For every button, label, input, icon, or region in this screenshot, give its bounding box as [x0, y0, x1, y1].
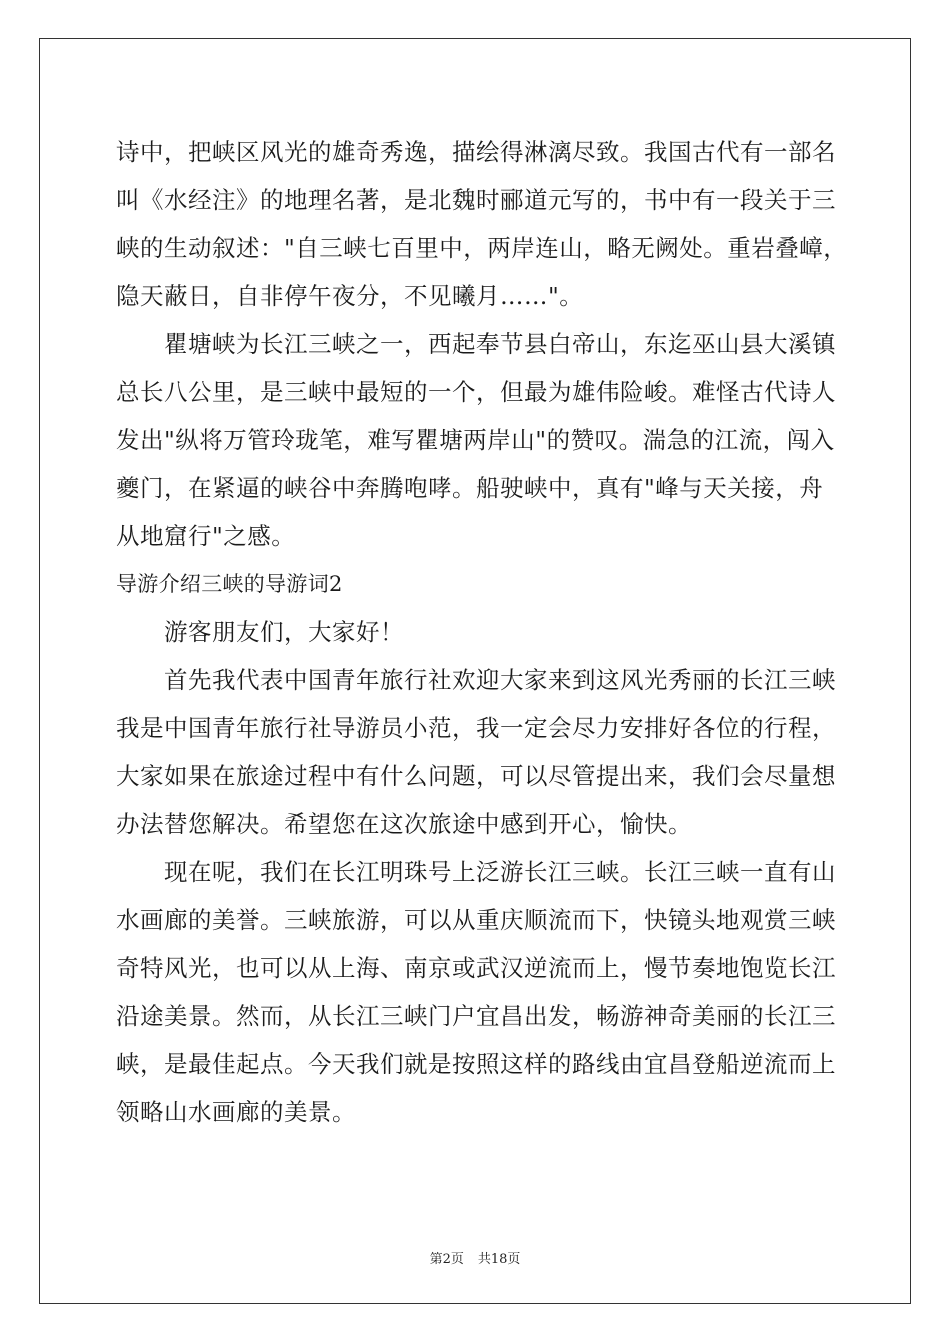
text-line: 首先我代表中国青年旅行社欢迎大家来到这风光秀丽的长江三峡 [164, 666, 836, 694]
text-line: 诗中，把峡区风光的雄奇秀逸，描绘得淋漓尽致。我国古代有一部名 [116, 138, 836, 166]
page-footer [0, 1248, 950, 1267]
paragraph [116, 128, 848, 320]
text-line: 游客朋友们，大家好！ [164, 618, 404, 646]
paragraph [116, 608, 836, 656]
page-number: 第2页 [429, 1252, 464, 1267]
paragraph [116, 320, 836, 560]
text-line: 从地窟行"之感。 [116, 522, 296, 550]
text-line: 瞿塘峡为长江三峡之一，西起奉节县白帝山，东迄巫山县大溪镇 [164, 330, 836, 358]
text-line: 叫《水经注》的地理名著，是北魏时郦道元写的，书中有一段关于三 [116, 186, 836, 214]
paragraph [116, 656, 836, 848]
text-line: 现在呢，我们在长江明珠号上泛游长江三峡。长江三峡一直有山 [164, 858, 836, 886]
heading-text: 导游介绍三峡的导游词2 [116, 572, 343, 596]
text-line: 办法替您解决。希望您在这次旅途中感到开心，愉快。 [116, 810, 692, 838]
text-line: 发出"纵将万管玲珑笔，难写瞿塘两岸山"的赞叹。湍急的江流，闯入 [116, 426, 835, 454]
text-line: 水画廊的美誉。三峡旅游，可以从重庆顺流而下，快镜头地观赏三峡 [116, 906, 836, 934]
document-body [116, 128, 848, 1136]
section-heading [116, 560, 836, 608]
text-line: 沿途美景。然而，从长江三峡门户宜昌出发，畅游神奇美丽的长江三 [116, 1002, 836, 1030]
text-line: 奇特风光，也可以从上海、南京或武汉逆流而上，慢节奏地饱览长江 [116, 954, 836, 982]
text-line: 夔门，在紧逼的峡谷中奔腾咆哮。船驶峡中，真有"峰与天关接，舟 [116, 474, 824, 502]
text-line: 隐天蔽日，自非停午夜分，不见曦月……"。 [116, 282, 584, 310]
text-line: 总长八公里，是三峡中最短的一个，但最为雄伟险峻。难怪古代诗人 [116, 378, 836, 406]
text-line: 峡，是最佳起点。今天我们就是按照这样的路线由宜昌登船逆流而上 [116, 1050, 836, 1078]
paragraph [116, 848, 836, 1136]
text-line: 领略山水画廊的美景。 [116, 1098, 356, 1126]
text-line: 峡的生动叙述："自三峡七百里中，两岸连山，略无阙处。重岩叠嶂， [116, 234, 848, 262]
text-line: 大家如果在旅途过程中有什么问题，可以尽管提出来，我们会尽量想 [116, 762, 836, 790]
page-total: 共18页 [477, 1252, 521, 1267]
text-line: 我是中国青年旅行社导游员小范，我一定会尽力安排好各位的行程， [116, 714, 836, 742]
